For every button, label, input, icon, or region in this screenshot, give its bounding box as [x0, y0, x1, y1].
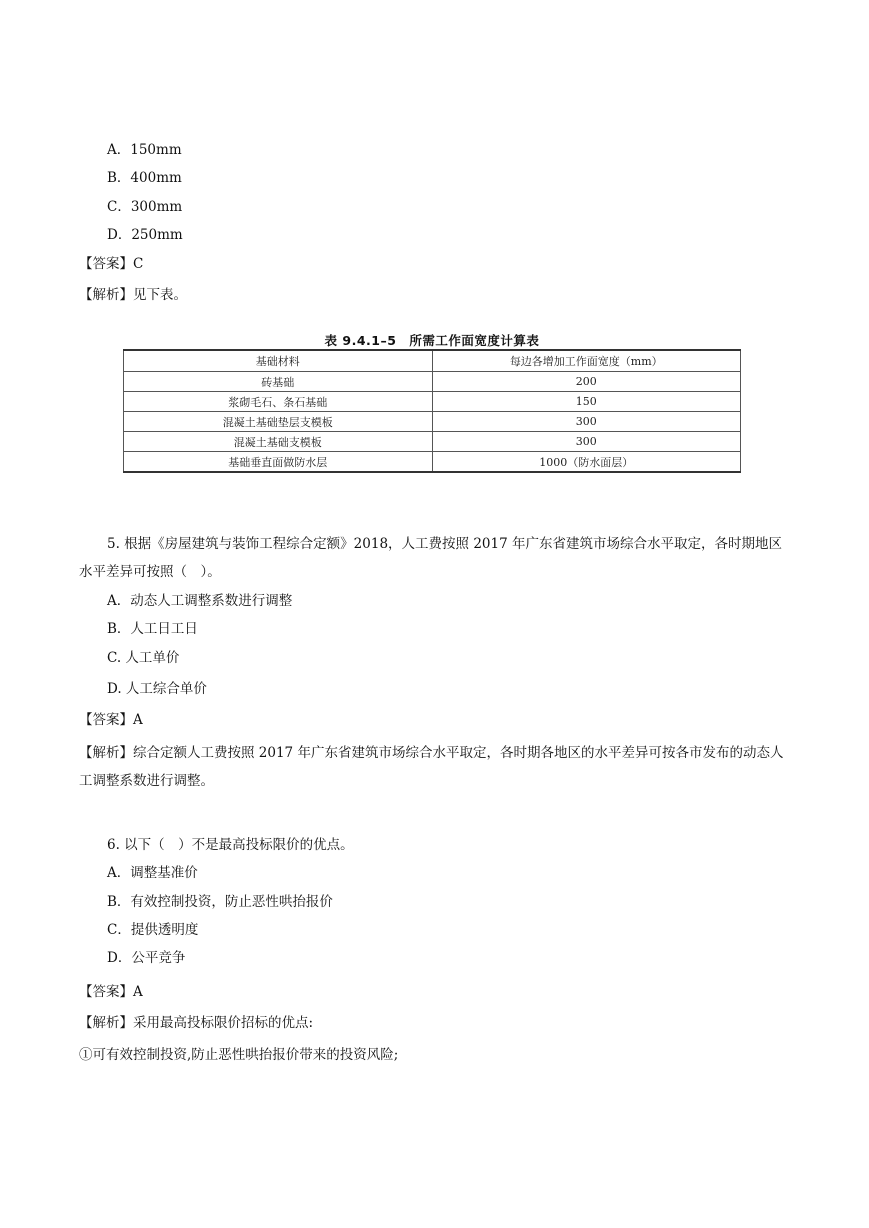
q5-option-d: D. 人工综合单价 [107, 681, 207, 697]
q4-option-b: B．400mm [107, 170, 182, 186]
table-cell: 混凝土基础垫层支模板 [124, 412, 433, 432]
q6-point-1: ①可有效控制投资,防止恶性哄抬报价带来的投资风险; [79, 1047, 399, 1063]
table-row [124, 432, 741, 452]
q6-option-d: D．公平竞争 [107, 950, 186, 966]
table-header-material: 基础材料 [124, 350, 433, 372]
q6-analysis: 【解析】采用最高投标限价招标的优点: [79, 1015, 314, 1031]
q4-option-d: D．250mm [107, 227, 183, 243]
table-row [124, 452, 741, 473]
q6-stem: 6. 以下（ ）不是最高投标限价的优点。 [107, 837, 354, 853]
table-row [124, 372, 741, 392]
q5-option-b: B．人工日工日 [107, 621, 198, 637]
table-cell: 基础垂直面做防水层 [124, 452, 433, 473]
table-cell: 200 [432, 372, 741, 392]
table-header-row [124, 350, 741, 372]
table-cell: 150 [432, 392, 741, 412]
q6-option-b: B．有效控制投资，防止恶性哄抬报价 [107, 894, 333, 910]
table-title: 表 9.4.1–5 所需工作面宽度计算表 [324, 333, 540, 348]
table-header-width: 每边各增加工作面宽度（mm） [432, 350, 741, 372]
q4-option-c: C．300mm [107, 199, 183, 215]
q5-analysis: 【解析】综合定额人工费按照 2017 年广东省建筑市场综合水平取定，各时期各地区的水平差异可按各市发布的动态人工调整系数进行调整。 [79, 745, 784, 789]
q5-option-a: A．动态人工调整系数进行调整 [107, 593, 293, 609]
q4-option-a: A．150mm [107, 142, 182, 158]
table-row [124, 392, 741, 412]
q6-answer: 【答案】A [79, 984, 143, 1000]
q5-option-c: C. 人工单价 [107, 650, 180, 666]
table-cell: 300 [432, 412, 741, 432]
table-cell: 300 [432, 432, 741, 452]
q4-answer: 【答案】C [79, 256, 144, 272]
table-cell: 混凝土基础支模板 [124, 432, 433, 452]
q6-option-a: A．调整基准价 [107, 865, 198, 881]
table-cell: 浆砌毛石、条石基础 [124, 392, 433, 412]
q5-stem: 5. 根据《房屋建筑与装饰工程综合定额》2018，人工费按照 2017 年广东省建筑市场综合水平取定，各时期地区水平差异可按照（ ）。 [79, 536, 782, 580]
work-width-table [123, 349, 741, 473]
q4-analysis: 【解析】见下表。 [79, 287, 187, 303]
q6-option-c: C．提供透明度 [107, 922, 199, 938]
table-cell: 1000（防水面层） [432, 452, 741, 473]
q5-answer: 【答案】A [79, 712, 143, 728]
table-cell: 砖基础 [124, 372, 433, 392]
table-row [124, 412, 741, 432]
